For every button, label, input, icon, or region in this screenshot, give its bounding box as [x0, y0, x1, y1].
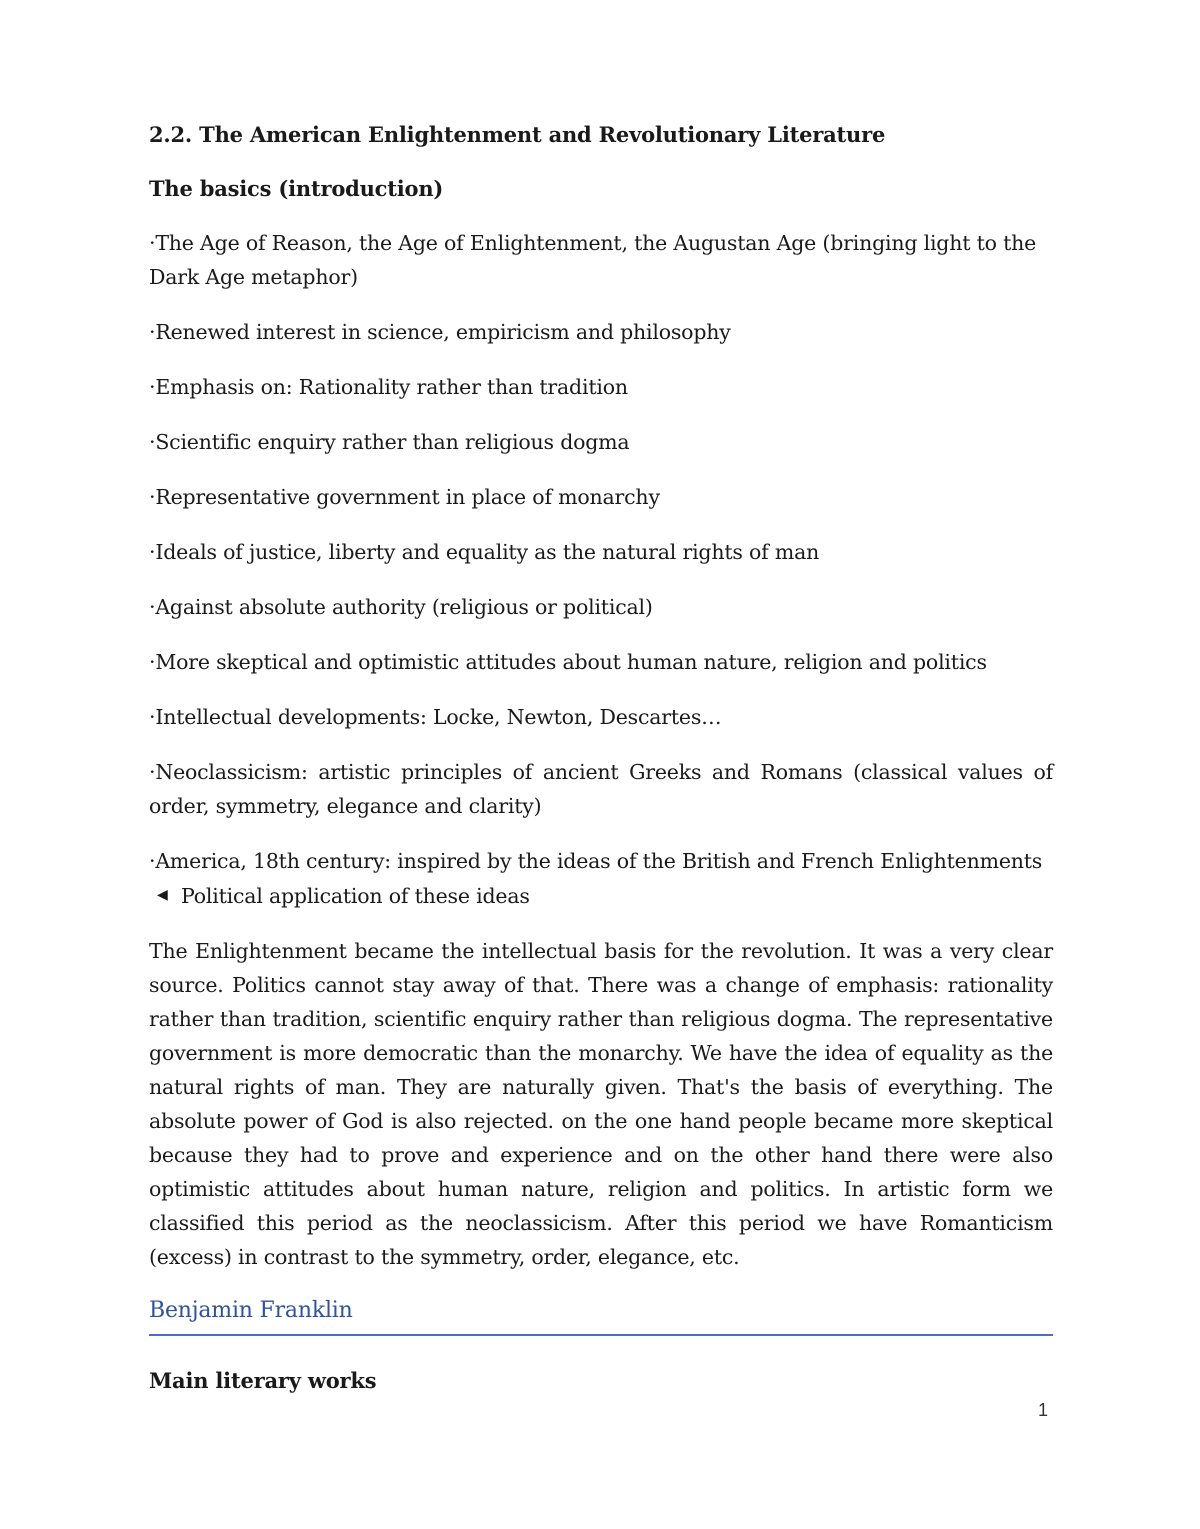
bullet-item: [149, 370, 1053, 404]
works-heading: Main literary works: [149, 1368, 377, 1393]
bullet-marker: ·: [149, 595, 156, 619]
bullet-item: [149, 535, 1053, 569]
bullet-marker: ·: [149, 849, 156, 873]
page-number: 1: [1038, 1400, 1049, 1420]
bullet-marker: ·: [149, 375, 156, 399]
bullet-item: [149, 425, 1053, 459]
bullet-item: [149, 755, 1053, 823]
bullet-item: [149, 315, 1053, 349]
arrow-bullet-icon: ◀: [157, 887, 168, 903]
bullet-item: [149, 844, 1053, 913]
bullet-marker: ·: [149, 430, 156, 454]
bullet-item: [149, 645, 1053, 679]
bullet-text: Neoclassicism: artistic principles of ancient Greeks and Romans (classical values of order, symmetry, elegance and clarity): [149, 760, 1053, 818]
bullet-marker: ·: [149, 540, 156, 564]
document-title: 2.2. The American Enlightenment and Revolutionary Literature: [149, 122, 886, 147]
bullet-marker: ·: [149, 231, 156, 255]
section-heading-benjamin-franklin: Benjamin Franklin: [149, 1294, 1053, 1336]
bullet-text: Representative government in place of monarchy: [155, 485, 660, 509]
bullet-marker: ·: [149, 705, 156, 729]
bullet-text: Ideals of justice, liberty and equality as the natural rights of man: [155, 540, 820, 564]
sub-bullet-text: Political application of these ideas: [181, 884, 530, 908]
bullet-marker: ·: [149, 650, 156, 674]
bullet-item: [149, 590, 1053, 624]
section-subheading: The basics (introduction): [149, 176, 444, 201]
bullet-marker: ·: [149, 760, 156, 784]
bullet-text: Against absolute authority (religious or political): [155, 595, 653, 619]
bullet-text: More skeptical and optimistic attitudes about human nature, religion and politics: [155, 650, 987, 674]
bullet-item: [149, 480, 1053, 514]
sub-bullet-line: [149, 878, 1053, 913]
bullet-marker: ·: [149, 485, 156, 509]
bullet-marker: ·: [149, 320, 156, 344]
bullet-item: [149, 700, 1053, 734]
bullet-text: The Age of Reason, the Age of Enlightenment, the Augustan Age (bringing light to the Dark Age metaphor): [149, 231, 1037, 289]
bullet-text: Intellectual developments: Locke, Newton, Descartes…: [155, 705, 722, 729]
bullet-text: America, 18th century: inspired by the ideas of the British and French Enlightenments: [155, 849, 1043, 873]
bullet-item: [149, 226, 1053, 294]
bullet-text: Emphasis on: Rationality rather than tradition: [155, 375, 628, 399]
document-body: [149, 118, 1053, 1418]
bullet-text: Scientific enquiry rather than religious dogma: [155, 430, 630, 454]
body-paragraph: The Enlightenment became the intellectual basis for the revolution. It was a very clear source. Politics cannot stay away of that. There was a change of emphasis: rationality rather than tradition, scientific enquiry rather than religious dogma. The representative government is more democratic than the monarchy. We have the idea of equality as the natural rights of man. They are naturally given. That's the basis of everything. The absolute power of God is also rejected. on the one hand people became more skeptical because they had to prove and experience and on the other hand there were also optimistic attitudes about human nature, religion and politics. In artistic form we classified this period as the neoclassicism. After this period we have Romanticism (excess) in contrast to the symmetry, order, elegance, etc.: [149, 939, 1053, 1269]
bullet-text: Renewed interest in science, empiricism and philosophy: [155, 320, 731, 344]
